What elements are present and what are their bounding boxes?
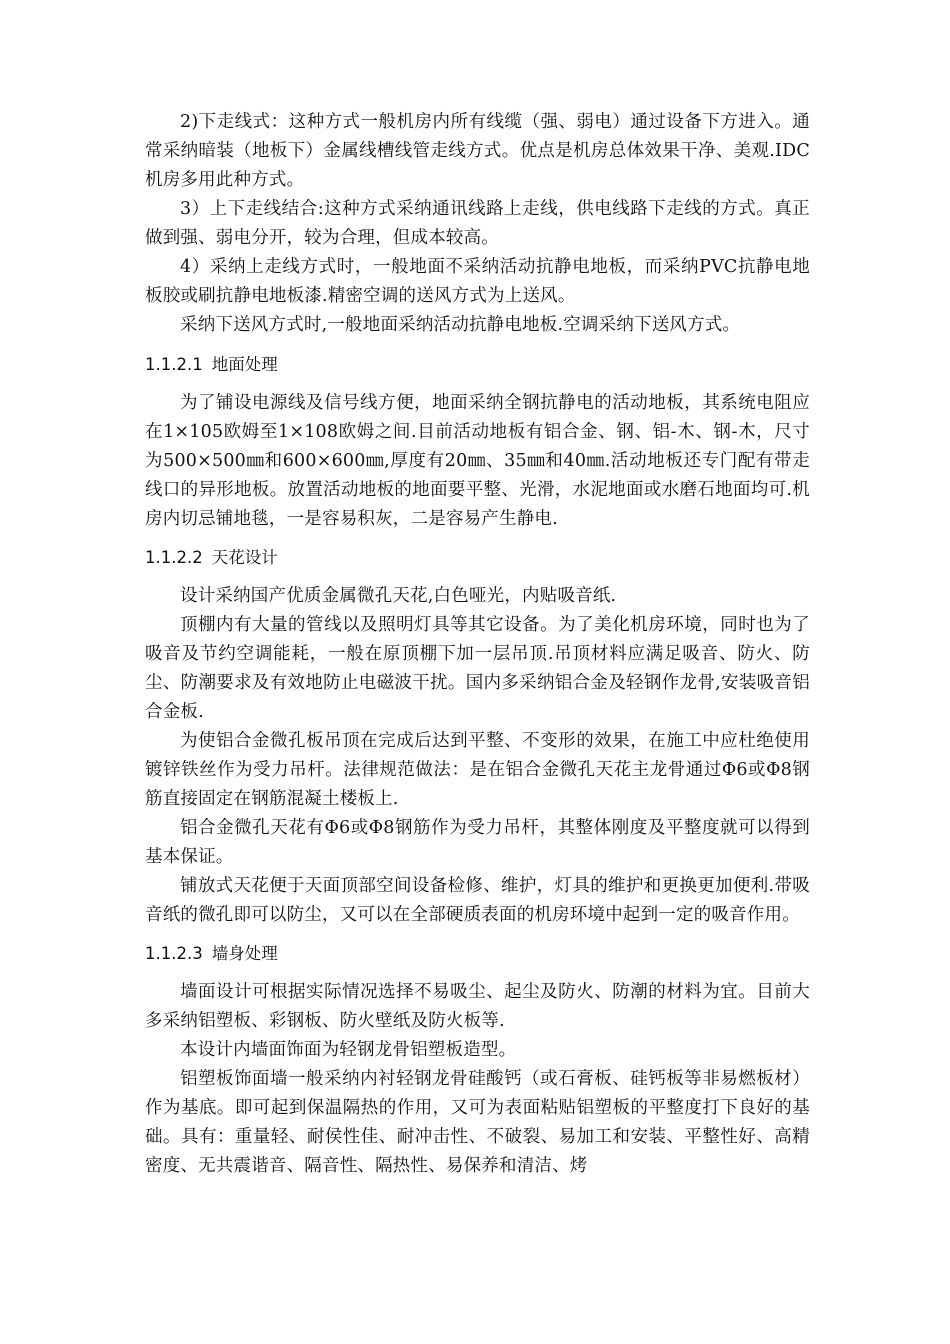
paragraph-combined-wiring: 3）上下走线结合:这种方式采纳通讯线路上走线，供电线路下走线的方式。真正做到强、弱电分开，较为合理，但成本较高。 <box>145 199 810 248</box>
section-title: 墙身处理 <box>211 944 278 963</box>
section-title: 天花设计 <box>211 548 278 567</box>
paragraph-ceiling-3: 为使铝合金微孔板吊顶在完成后达到平整、不变形的效果，在施工中应杜绝使用镀锌铁丝作为受力吊杆。法律规范做法：是在铝合金微孔天花主龙骨通过Φ6或Φ8钢筋直接固定在钢筋混凝土楼板上. <box>145 731 810 809</box>
document-body <box>145 108 810 1181</box>
section-number: 1.1.2.2 <box>145 548 203 567</box>
paragraph-wall-3: 铝塑板饰面墙一般采纳内衬轻钢龙骨硅酸钙（或石膏板、硅钙板等非易燃板材）作为基底。即可起到保温隔热的作用，又可为表面粘贴铝塑板的平整度打下良好的基础。具有：重量轻、耐侯性佳、耐冲击性、不破裂、易加工和安装、平整性好、高精密度、无共震谐音、隔音性、隔热性、易保养和清洁、烤 <box>145 1069 810 1176</box>
paragraph-wall-1: 墙面设计可根据实际情况选择不易吸尘、起尘及防火、防潮的材料为宜。目前大多采纳铝塑板、彩钢板、防火壁纸及防火板等. <box>145 982 810 1031</box>
paragraph-floor-1: 为了铺设电源线及信号线方便，地面采纳全钢抗静电的活动地板，其系统电阻应在1×105欧姆至1×108欧姆之间.目前活动地板有铝合金、钢、铝-木、钢-木，尺寸为500×500㎜和600×600㎜,厚度有20㎜、35㎜和40㎜.活动地板还专门配有带走线口的异形地板。放置活动地板的地面要平整、光滑，水泥地面或水磨石地面均可.机房内切忌铺地毯，一是容易积灰，二是容易产生静电. <box>145 393 810 529</box>
paragraph-under-floor-air: 采纳下送风方式时,一般地面采纳活动抗静电地板.空调采纳下送风方式。 <box>180 315 741 335</box>
section-heading-floor <box>145 350 810 379</box>
section-heading-ceiling <box>145 543 810 572</box>
section-heading-wall <box>145 939 810 968</box>
section-number: 1.1.2.3 <box>145 944 203 963</box>
paragraph-ceiling-2: 顶棚内有大量的管线以及照明灯具等其它设备。为了美化机房环境，同时也为了吸音及节约空调能耗，一般在原顶棚下加一层吊顶.吊顶材料应满足吸音、防火、防尘、防潮要求及有效地防止电磁波干扰。国内多采纳铝合金及轻钢作龙骨,安装吸音铝合金板. <box>145 615 810 722</box>
paragraph-wall-2: 本设计内墙面饰面为轻钢龙骨铝塑板造型。 <box>180 1040 517 1060</box>
paragraph-overhead-wiring: 4）采纳上走线方式时，一般地面不采纳活动抗静电地板，而采纳PVC抗静电地板胶或刷抗静电地板漆.精密空调的送风方式为上送风。 <box>145 257 810 306</box>
section-number: 1.1.2.1 <box>145 355 203 374</box>
paragraph-under-floor-wiring: 2)下走线式：这种方式一般机房内所有线缆（强、弱电）通过设备下方进入。通常采纳暗装（地板下）金属线槽线管走线方式。优点是机房总体效果干净、美观.IDC机房多用此种方式。 <box>145 112 810 190</box>
paragraph-ceiling-1: 设计采纳国产优质金属微孔天花,白色哑光，内贴吸音纸. <box>180 586 617 606</box>
paragraph-ceiling-4: 铝合金微孔天花有Φ6或Φ8钢筋作为受力吊杆，其整体刚度及平整度就可以得到基本保证。 <box>145 818 810 867</box>
section-title: 地面处理 <box>211 355 278 374</box>
paragraph-ceiling-5: 铺放式天花便于天面顶部空间设备检修、维护，灯具的维护和更换更加便利.带吸音纸的微孔即可以防尘，又可以在全部硬质表面的机房环境中起到一定的吸音作用。 <box>145 876 810 925</box>
